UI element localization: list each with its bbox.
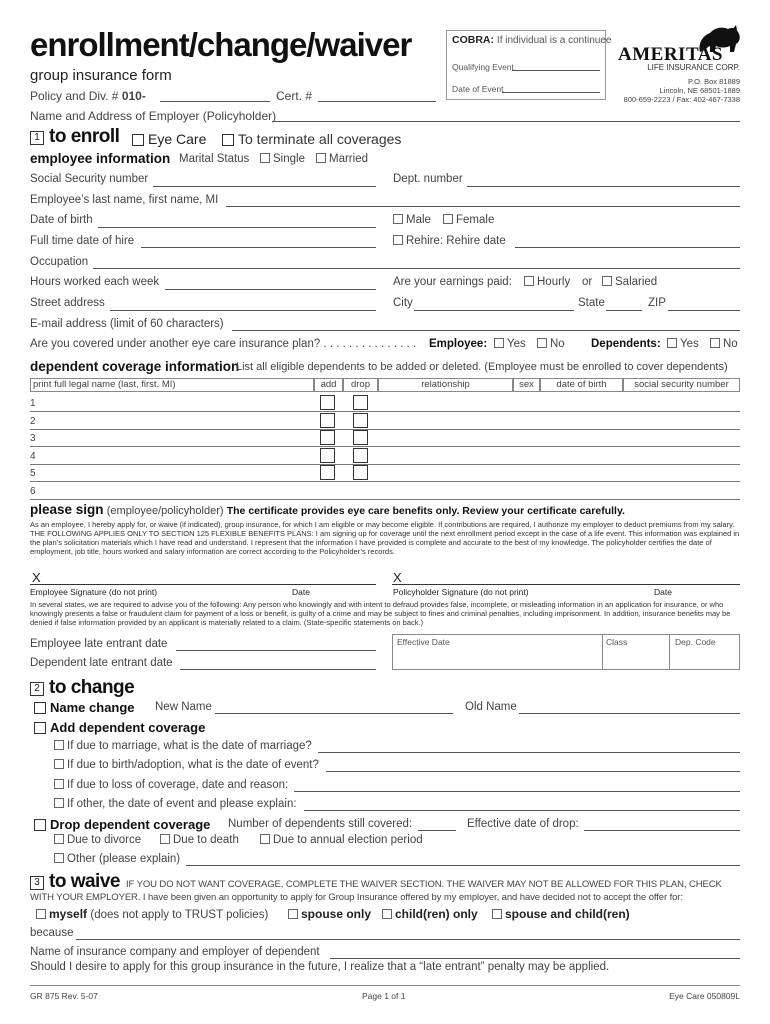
loss-field[interactable] xyxy=(294,791,740,792)
terminate-checkbox[interactable] xyxy=(222,134,234,146)
or-text: or xyxy=(582,276,593,288)
section-waive-header xyxy=(30,871,120,893)
section-number-2: 2 xyxy=(30,682,44,696)
spouse-checkbox[interactable] xyxy=(288,909,298,919)
dependent-row-number: 3 xyxy=(30,433,36,444)
street-field[interactable] xyxy=(110,310,376,311)
old-name-label: Old Name xyxy=(465,701,517,713)
new-name-field[interactable] xyxy=(215,713,453,714)
waive-line2: WITH YOUR EMPLOYER. I have been given an opportunity to apply for Group Insurance offered by my employer, and have decided not to accept the offer for: xyxy=(30,892,683,903)
add-dep-checkbox[interactable] xyxy=(34,722,46,734)
dependent-add-checkbox[interactable] xyxy=(320,413,335,428)
emp-sig-label: Employee Signature (do not print) xyxy=(30,587,158,597)
section-number-1: 1 xyxy=(30,131,44,145)
dept-label: Dept. number xyxy=(393,173,463,185)
pol-sig-date-label: Date xyxy=(654,587,672,597)
dependent-row-line[interactable] xyxy=(30,446,740,447)
emp-sig-date-label: Date xyxy=(292,587,310,597)
email-label: E-mail address (limit of 60 characters) xyxy=(30,318,224,330)
rehire-date-field[interactable] xyxy=(515,247,740,248)
dependents-no-option[interactable]: No xyxy=(710,338,738,350)
myself-option[interactable]: myself (does not apply to TRUST policies) xyxy=(36,907,268,921)
pol-sig-x: X xyxy=(393,570,402,585)
employee-no-checkbox[interactable] xyxy=(537,338,547,348)
hours-label: Hours worked each week xyxy=(30,276,160,288)
col-relationship: relationship xyxy=(378,378,513,392)
enroll-title: to enroll xyxy=(49,126,120,147)
col-add: add xyxy=(314,378,343,392)
employer-field[interactable] xyxy=(272,121,740,122)
ssn-field[interactable] xyxy=(153,186,376,187)
section-enroll-header xyxy=(30,126,119,148)
dep-late-label: Dependent late entrant date xyxy=(30,657,173,669)
dependent-row-line[interactable] xyxy=(30,499,740,500)
cert-field[interactable] xyxy=(318,101,436,102)
employee-info-heading: employee information xyxy=(30,151,171,166)
dependent-drop-checkbox[interactable] xyxy=(353,465,368,480)
sign-cert-note: The certificate provides eye care benefits only. Review your certificate carefully. xyxy=(226,505,625,517)
employee-yes-option[interactable]: Yes xyxy=(494,338,526,350)
ins-co-label: Name of insurance company and employer of dependent xyxy=(30,946,320,958)
marriage-checkbox[interactable] xyxy=(54,740,64,750)
marriage-option[interactable]: If due to marriage, what is the date of marriage? xyxy=(54,740,312,752)
cobra-label: COBRA: If individual is a continuee xyxy=(452,34,612,46)
policy-label: Policy and Div. # 010- xyxy=(30,89,146,103)
because-field[interactable] xyxy=(76,939,740,940)
hire-label: Full time date of hire xyxy=(30,235,135,247)
authorization-text: As an employee, I hereby apply for, or waive (if indicated), group insurance, for which I am eligible or may become eligible. If contributions are required, I authorize my employer to deduct premiums from my salary. THE FOLLOWING APPLIES ONLY TO SECTION 125 FLEXIBLE BENEFITS PLANS: I am signing up for coverage until the next enrollment period except in the case of a life event. This information was explained in the plan’s solicitation materials which I have read and understand. I represent that the information I have provided is complete and accurate to the best of my knowledge. The policyholder certifies the date of employment, job title, hours worked and salary information are correct according to the Policyholder’s records. xyxy=(30,520,740,556)
dependent-row-line[interactable] xyxy=(30,411,740,412)
salaried-option[interactable]: Salaried xyxy=(602,276,657,288)
dependent-row-number: 6 xyxy=(30,485,36,497)
birth-field[interactable] xyxy=(326,771,740,772)
name-change-option[interactable]: Name change xyxy=(34,700,135,715)
emp-sig-x: X xyxy=(32,570,41,585)
col-dob: date of birth xyxy=(540,378,623,392)
myself-checkbox[interactable] xyxy=(36,909,46,919)
rehire-option[interactable]: Rehire: Rehire date xyxy=(393,235,506,247)
policy-value: 010- xyxy=(121,89,146,103)
form-title: enrollment/change/waiver xyxy=(30,26,412,63)
other-field[interactable] xyxy=(304,810,740,811)
hire-field[interactable] xyxy=(141,247,376,248)
male-checkbox[interactable] xyxy=(393,214,403,224)
annual-option[interactable]: Due to annual election period xyxy=(260,834,423,846)
num-deps-label: Number of dependents still covered: xyxy=(228,818,413,830)
form-subtitle: group insurance form xyxy=(30,67,172,84)
married-option[interactable]: Married xyxy=(316,153,368,165)
city-label: City xyxy=(393,297,413,309)
employer-label: Name and Address of Employer (Policyholder) xyxy=(30,109,277,123)
birth-checkbox[interactable] xyxy=(54,759,64,769)
single-option[interactable]: Single xyxy=(260,153,305,165)
because-label: because xyxy=(30,927,74,939)
other-explain-field[interactable] xyxy=(186,865,740,866)
other-explain-checkbox[interactable] xyxy=(54,853,64,863)
date-of-event-label: Date of Event xyxy=(452,84,504,94)
cert-label: Cert. # xyxy=(276,89,313,103)
death-checkbox[interactable] xyxy=(160,834,170,844)
dependent-drop-checkbox[interactable] xyxy=(353,430,368,445)
footer-page: Page 1 of 1 xyxy=(362,991,406,1001)
col-sex: sex xyxy=(513,378,540,392)
earnings-label: Are your earnings paid: xyxy=(393,276,512,288)
male-option[interactable]: Male xyxy=(393,214,431,226)
rehire-checkbox[interactable] xyxy=(393,235,403,245)
marriage-field[interactable] xyxy=(318,752,740,753)
old-name-field[interactable] xyxy=(519,713,740,714)
state-label: State xyxy=(578,297,605,309)
ins-co-field[interactable] xyxy=(330,958,740,959)
ssn-label: Social Security number xyxy=(30,173,149,185)
dependent-note: List all eligible dependents to be added or deleted. (Employee must be enrolled to cover dependents) xyxy=(236,361,728,373)
fraud-warning-text: In several states, we are required to advise you of the following: Any person who knowingly and with intent to defraud provides false, incomplete, or misleading information in an application for insurance, or who knowingly presents a false or fraudulent claim for payment of a loss or benefit, is guilty of a crime and may be subject to fines and criminal penalties, including imprisonment. In addition, insurance benefits may be denied if false information provided by an applicant is materially related to a claim. (State-specific statements on back.) xyxy=(30,600,731,627)
email-field[interactable] xyxy=(232,330,740,331)
dependent-row-line[interactable] xyxy=(30,464,740,465)
marital-status-label: Marital Status xyxy=(179,153,250,165)
state-field[interactable] xyxy=(606,310,642,311)
qualifying-event-field[interactable] xyxy=(512,70,600,71)
hours-field[interactable] xyxy=(165,289,376,290)
divorce-checkbox[interactable] xyxy=(54,834,64,844)
dependent-row-number: 4 xyxy=(30,450,36,462)
dep-late-field[interactable] xyxy=(180,669,376,670)
children-option[interactable]: child(ren) only xyxy=(382,907,478,921)
spouse-option[interactable]: spouse only xyxy=(288,907,371,921)
female-option[interactable]: Female xyxy=(443,214,494,226)
effective-date-label: Effective Date xyxy=(397,637,450,647)
birth-option[interactable]: If due to birth/adoption, what is the date of event? xyxy=(54,759,319,771)
married-checkbox[interactable] xyxy=(316,153,326,163)
divorce-option[interactable]: Due to divorce xyxy=(54,834,141,846)
dependents-yes-option[interactable]: Yes xyxy=(667,338,699,350)
sign-heading-row xyxy=(30,502,625,517)
dep-code-label: Dep. Code xyxy=(675,637,716,647)
other-plan-question: Are you covered under another eye care insurance plan? . . . . . . . . . . . . . . . xyxy=(30,338,417,350)
annual-checkbox[interactable] xyxy=(260,834,270,844)
dependent-drop-checkbox[interactable] xyxy=(353,448,368,463)
occupation-label: Occupation xyxy=(30,256,89,268)
company-sub: LIFE INSURANCE CORP. xyxy=(647,63,740,72)
num-deps-field[interactable] xyxy=(418,830,456,831)
other-explain-option[interactable]: Other (please explain) xyxy=(54,853,180,865)
footer-code: Eye Care 050809L xyxy=(669,991,740,1001)
dependents-coverage-label: Dependents: xyxy=(591,338,661,350)
emp-sig-field[interactable] xyxy=(30,584,376,585)
other-option[interactable]: If other, the date of event and please explain: xyxy=(54,798,297,810)
sign-title: please sign xyxy=(30,502,104,517)
dependent-drop-checkbox[interactable] xyxy=(353,413,368,428)
dob-field[interactable] xyxy=(98,227,376,228)
zip-field[interactable] xyxy=(668,310,740,311)
spouse-children-checkbox[interactable] xyxy=(492,909,502,919)
dependent-add-checkbox[interactable] xyxy=(320,465,335,480)
dependent-row-line[interactable] xyxy=(30,429,740,430)
col-ssn: social security number xyxy=(623,378,740,392)
street-label: Street address xyxy=(30,297,105,309)
name-change-checkbox[interactable] xyxy=(34,702,46,714)
single-checkbox[interactable] xyxy=(260,153,270,163)
female-checkbox[interactable] xyxy=(443,214,453,224)
other-checkbox[interactable] xyxy=(54,798,64,808)
drop-dep-checkbox[interactable] xyxy=(34,819,46,831)
emp-late-label: Employee late entrant date xyxy=(30,638,168,650)
change-title: to change xyxy=(49,677,135,698)
col-drop: drop xyxy=(343,378,378,392)
hourly-checkbox[interactable] xyxy=(524,276,534,286)
footer-rule xyxy=(30,985,740,986)
emp-name-field[interactable] xyxy=(226,206,740,207)
death-option[interactable]: Due to death xyxy=(160,834,239,846)
employee-no-option[interactable]: No xyxy=(537,338,565,350)
company-address1: P.O. Box 81889 xyxy=(688,77,740,86)
eye-care-option[interactable]: Eye Care xyxy=(132,131,206,147)
waive-title: to waive xyxy=(49,871,120,892)
salaried-checkbox[interactable] xyxy=(602,276,612,286)
city-field[interactable] xyxy=(414,310,574,311)
dependent-row-number: 1 xyxy=(30,398,36,409)
zip-label: ZIP xyxy=(648,297,666,309)
eye-care-checkbox[interactable] xyxy=(132,134,144,146)
employee-coverage-label: Employee: xyxy=(429,338,488,350)
company-name: AMERITAS xyxy=(618,44,723,65)
dependent-row-number: 5 xyxy=(30,468,36,479)
dependent-add-checkbox[interactable] xyxy=(320,448,335,463)
pol-sig-field[interactable] xyxy=(392,584,740,585)
terminate-option[interactable]: To terminate all coverages xyxy=(222,131,401,147)
dependents-no-checkbox[interactable] xyxy=(710,338,720,348)
pol-sig-label: Policyholder Signature (do not print) xyxy=(393,587,529,597)
emp-name-label: Employee’s last name, first name, MI xyxy=(30,194,219,206)
drop-dep-option[interactable]: Drop dependent coverage xyxy=(34,817,210,832)
col-name: print full legal name (last, first. MI) xyxy=(30,378,314,392)
eff-drop-label: Effective date of drop: xyxy=(467,818,579,830)
date-of-event-field[interactable] xyxy=(502,92,600,93)
children-checkbox[interactable] xyxy=(382,909,392,919)
company-phone: 800-659-2223 / Fax: 402-467-7338 xyxy=(623,95,740,104)
loss-checkbox[interactable] xyxy=(54,779,64,789)
new-name-label: New Name xyxy=(155,701,212,713)
dependents-yes-checkbox[interactable] xyxy=(667,338,677,348)
dependent-heading: dependent coverage information xyxy=(30,359,240,374)
section-number-3: 3 xyxy=(30,876,44,890)
eff-drop-field[interactable] xyxy=(584,830,740,831)
dependent-drop-checkbox[interactable] xyxy=(353,395,368,410)
add-dep-option[interactable]: Add dependent coverage xyxy=(34,720,205,735)
qualifying-event-label: Qualifying Event xyxy=(452,62,514,72)
employee-yes-checkbox[interactable] xyxy=(494,338,504,348)
loss-option[interactable]: If due to loss of coverage, date and reason: xyxy=(54,779,288,791)
waive-caps-text: IF YOU DO NOT WANT COVERAGE, COMPLETE THE WAIVER SECTION. THE WAIVER MAY NOT BE ALLOWED FOR THIS PLAN, CHECK xyxy=(126,879,722,890)
class-label: Class xyxy=(606,637,628,647)
dependent-add-checkbox[interactable] xyxy=(320,430,335,445)
hourly-option[interactable]: Hourly xyxy=(524,276,570,288)
spouse-children-option[interactable]: spouse and child(ren) xyxy=(492,907,630,921)
dob-label: Date of birth xyxy=(30,214,93,226)
footer-form: GR 875 Rev. 5-07 xyxy=(30,991,98,1001)
sign-who: (employee/policyholder) xyxy=(106,505,224,517)
company-address2: Lincoln, NE 68501-1889 xyxy=(659,86,740,95)
section-change-header xyxy=(30,677,134,699)
occupation-field[interactable] xyxy=(93,268,740,269)
dependent-add-checkbox[interactable] xyxy=(320,395,335,410)
late-note: Should I desire to apply for this group insurance in the future, I realize that a “late entrant” penalty may be applied. xyxy=(30,961,610,973)
dept-field[interactable] xyxy=(467,186,740,187)
dependent-row-line[interactable] xyxy=(30,481,740,482)
emp-late-field[interactable] xyxy=(176,650,376,651)
dependent-row-number: 2 xyxy=(30,415,36,427)
policy-field[interactable] xyxy=(160,101,270,102)
